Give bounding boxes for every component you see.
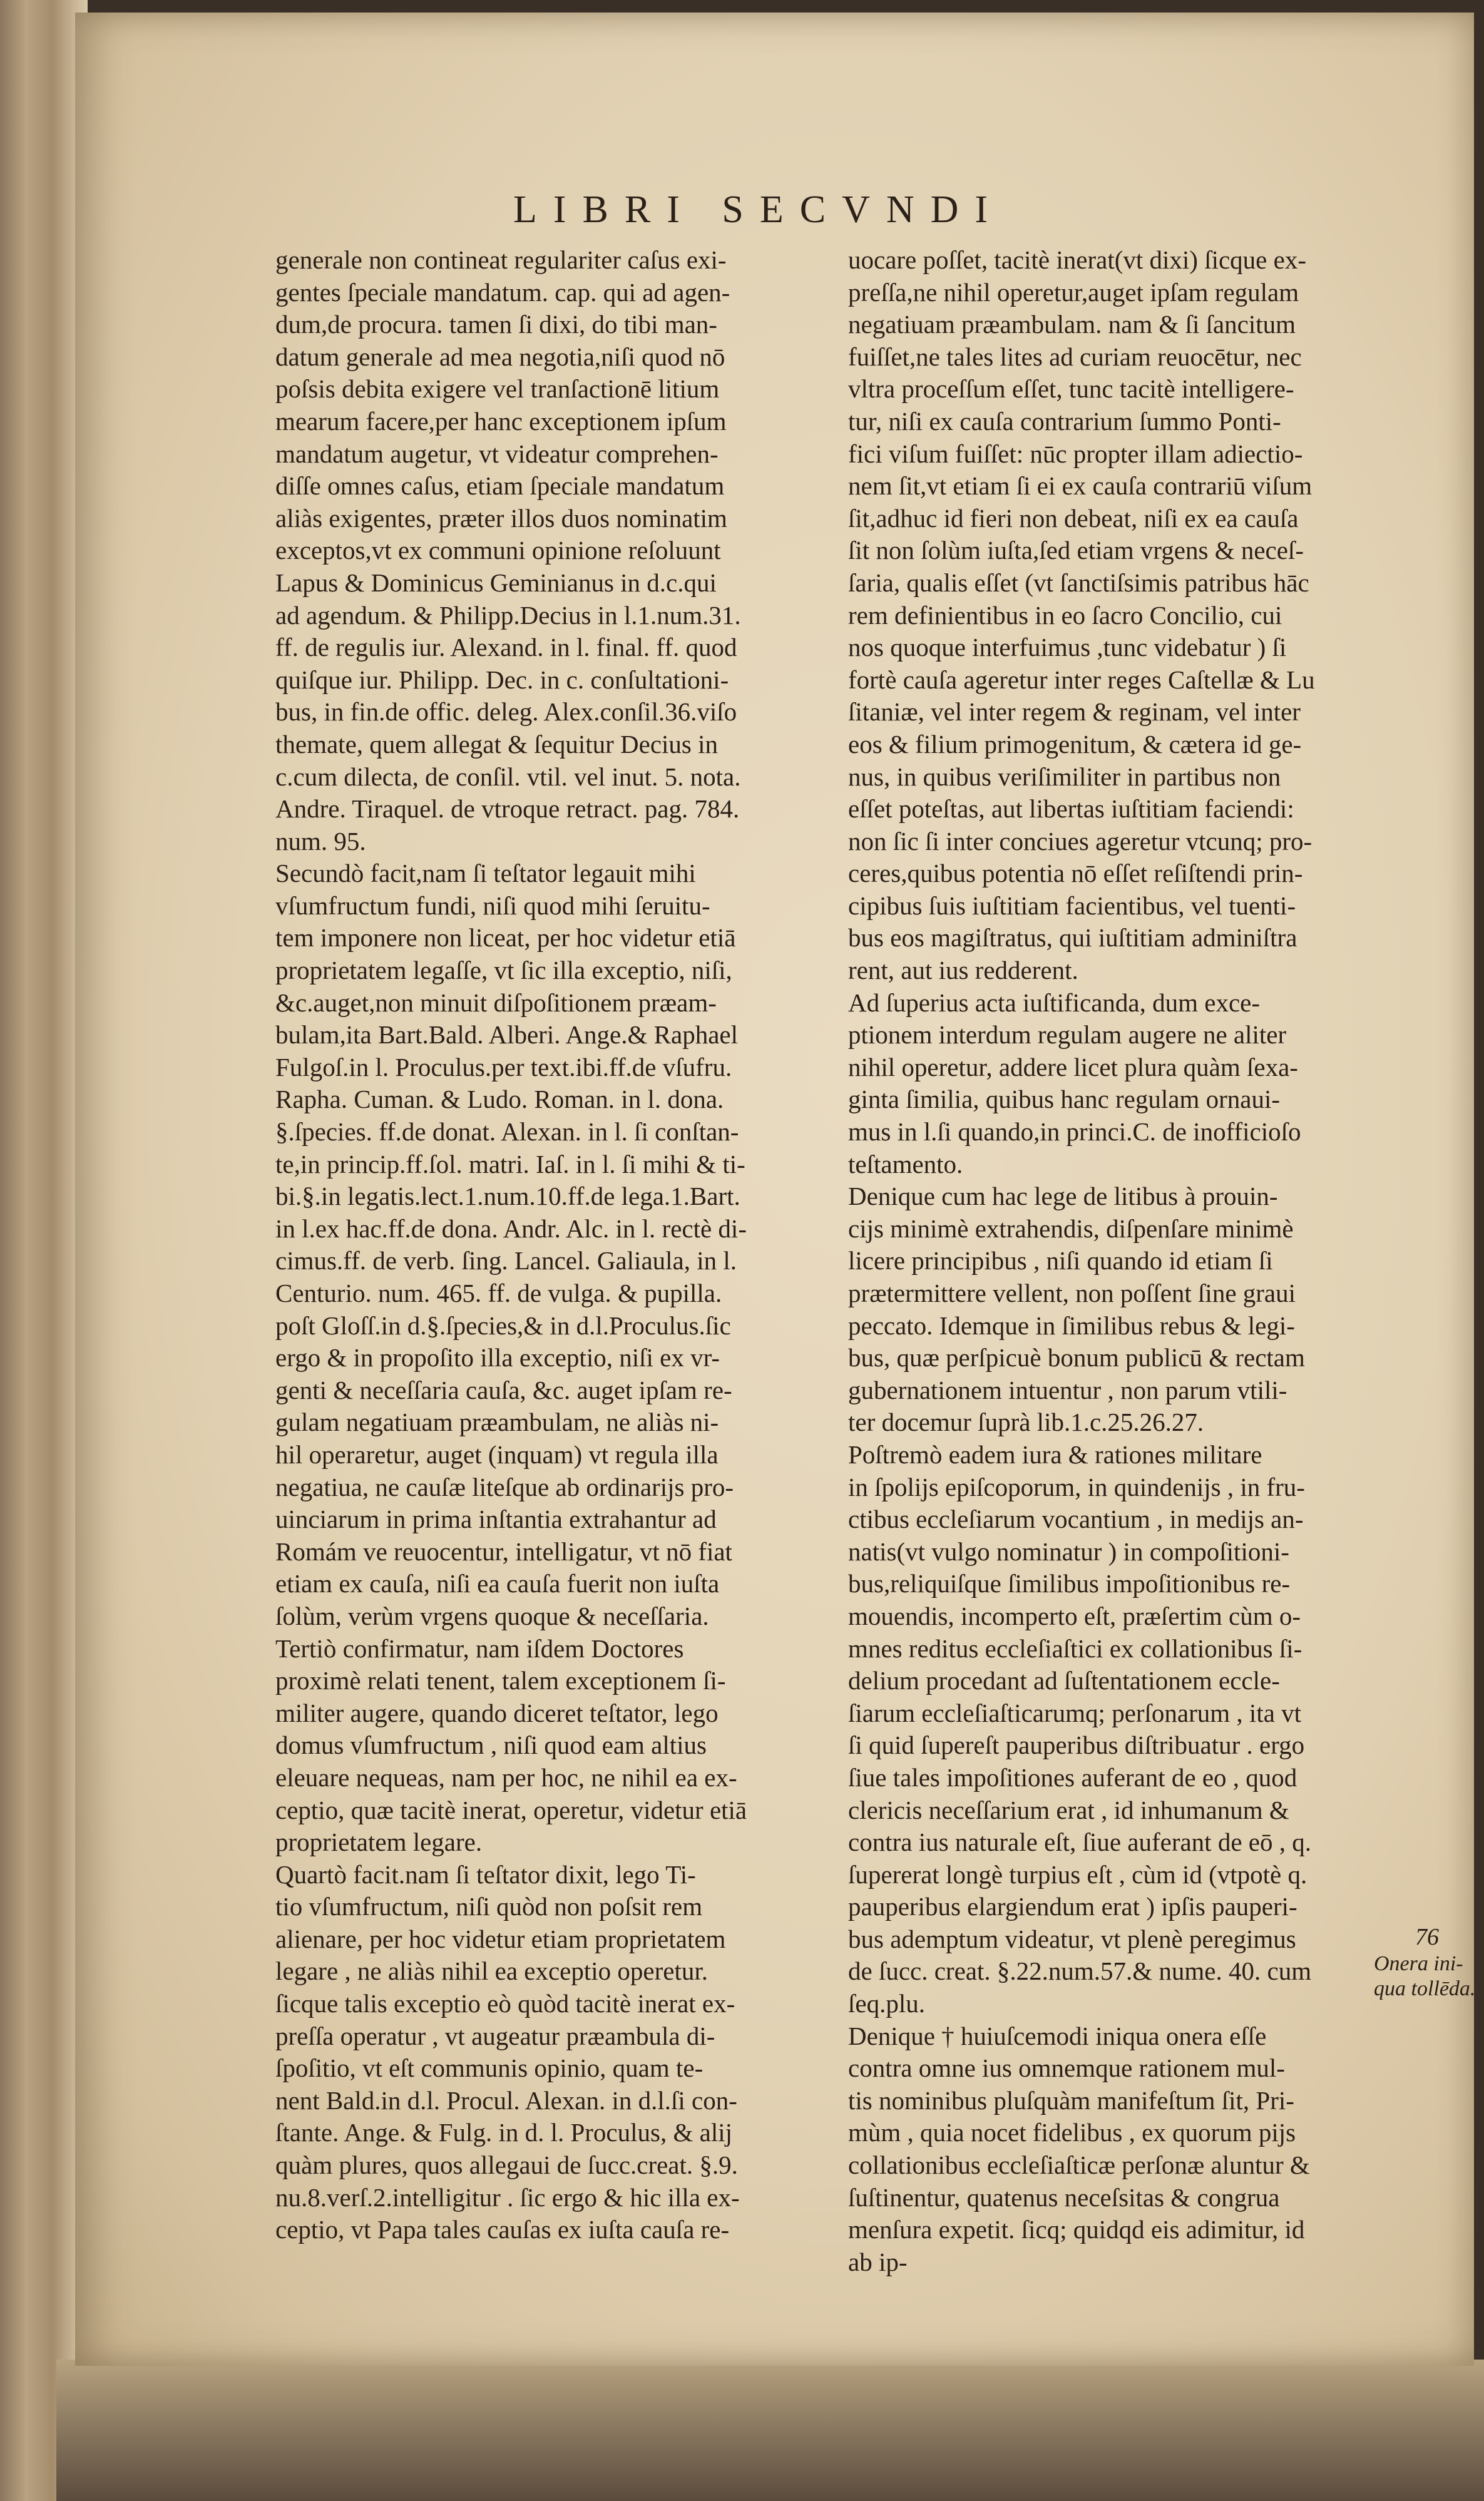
text-line: ſolùm, verùm vrgens quoque & neceſſaria. (275, 1601, 709, 1630)
text-line: mandatum augetur, vt videatur comprehen- (275, 439, 719, 468)
text-line: uocare poſſet, tacitè inerat(vt dixi) ſicque ex- (848, 245, 1306, 274)
text-line: ceres,quibus potentia nō eſſet reſiſtendi prin- (848, 859, 1303, 888)
text-line: &c.auget,non minuit diſpoſitionem præam- (275, 988, 717, 1017)
text-line: preſſa operatur , vt augeatur præambula di- (275, 2021, 715, 2050)
text-line: clericis neceſſarium erat , id inhumanum & (848, 1795, 1289, 1824)
text-line: nihil operetur, addere licet plura quàm ſexa- (848, 1052, 1298, 1082)
text-line: bi.§.in legatis.lect.1.num.10.ff.de lega.1.Bart. (275, 1182, 740, 1211)
text-line: nent Bald.in d.l. Procul. Alexan. in d.l.ſi con- (275, 2085, 737, 2115)
text-line: te,in princip.ff.ſol. matri. Iaſ. in l. ſi mihi & ti- (275, 1149, 745, 1179)
text-line: themate, quem allegat & ſequitur Decius in (275, 729, 719, 759)
text-line: mus in l.ſi quando,in princi.C. de inofficioſo (848, 1117, 1301, 1147)
text-line: Romám ve reuocentur, intelligatur, vt nō fiat (275, 1537, 732, 1566)
text-line: proximè relati tenent, talem exceptionem ſi- (275, 1666, 726, 1695)
text-line: ſupererat longè turpius eſt , cùm id (vtpotè q. (848, 1859, 1307, 1889)
text-line: Denique † huiuſcemodi iniqua onera eſſe (848, 2021, 1267, 2050)
text-line: nos quoque interfuimus ,tunc videbatur ) ſi (848, 633, 1287, 662)
text-line: legare , ne aliàs nihil ea exceptio operetur. (275, 1956, 708, 1986)
text-line: ſiue tales impoſitiones auferant de eo , quod (848, 1762, 1297, 1792)
text-line: ſit,adhuc id fieri non debeat, niſi ex ea cauſa (848, 503, 1299, 533)
text-line: militer augere, quando diceret teſtator, lego (275, 1698, 719, 1727)
text-line: Poſtremò eadem iura & rationes militare (848, 1440, 1262, 1469)
text-line: c.cum dilecta, de conſil. vtil. vel inut. 5. nota. (275, 762, 741, 791)
text-line: fortè cauſa ageretur inter reges Caſtellæ & Lu (848, 665, 1315, 694)
text-line: ergo & in propoſito illa exceptio, niſi ex vr- (275, 1343, 720, 1373)
text-line: ctibus eccleſiarum vocantium , in medijs an- (848, 1505, 1304, 1534)
margin-note-line: qua tollēda. (1374, 1977, 1476, 2000)
book-bottom-edge (56, 2360, 1484, 2501)
text-line: rem definientibus in eo ſacro Concilio, cui (848, 600, 1282, 630)
text-line: contra ius naturale eſt, ſiue auferant de eō , q. (848, 1828, 1311, 1857)
text-line: tem imponere non liceat, per hoc videtur etiā (275, 923, 736, 953)
text-line: mearum facere,per hanc exceptionem ipſum (275, 406, 727, 436)
text-line: ab ip- (848, 2247, 908, 2276)
margin-note-line: Onera ini- (1374, 1952, 1463, 1975)
text-line: domus vſumfructum , niſi quod eam altius (275, 1731, 707, 1760)
text-line: Quartò facit.nam ſi teſtator dixit, lego Ti- (275, 1859, 696, 1889)
text-line: licere principibus , niſi quando id etiam ſi (848, 1246, 1273, 1276)
text-line: ptionem interdum regulam augere ne aliter (848, 1020, 1287, 1050)
text-line: poſt Gloſſ.in d.§.ſpecies,& in d.l.Proculus.ſic (275, 1311, 731, 1340)
text-line: §.ſpecies. ff.de donat. Alexan. in l. ſi conſtan- (275, 1117, 739, 1147)
text-line: ceptio, quæ tacitè inerat, operetur, videtur etiā (275, 1795, 747, 1824)
text-line: teſtamento. (848, 1149, 963, 1179)
text-line: fici viſum fuiſſet: nūc propter illam adiectio- (848, 439, 1303, 468)
text-line: in l.ex hac.ff.de dona. Andr. Alc. in l. rectè di- (275, 1214, 747, 1243)
text-line: peccato. Idemque in ſimilibus rebus & legi- (848, 1311, 1295, 1340)
text-line: ſeq.plu. (848, 1989, 925, 2018)
text-line: ſpoſitio, vt eſt communis opinio, quam te- (275, 2053, 704, 2083)
text-line: num. 95. (275, 826, 366, 856)
text-line: bus ademptum videatur, vt plenè peregimus (848, 1924, 1296, 1953)
text-line: Andre. Tiraquel. de vtroque retract. pag. 784. (275, 794, 740, 824)
text-line: generale non contineat regulariter caſus exi- (275, 245, 727, 274)
text-line: proprietatem legaſſe, vt ſic illa exceptio, niſi, (275, 956, 732, 985)
text-line: nem ſit,vt etiam ſi ei ex cauſa contrariū viſum (848, 471, 1313, 501)
text-line: ſuſtinentur, quatenus neceſsitas & congrua (848, 2182, 1280, 2212)
text-line: bus eos magiſtratus, qui iuſtitiam adminiſtra (848, 923, 1297, 953)
text-line: quàm plures, quos allegaui de ſucc.creat. §.9. (275, 2151, 738, 2180)
text-line: diſſe omnes caſus, etiam ſpeciale mandatum (275, 471, 725, 501)
text-line: tio vſumfructum, niſi quòd non poſsit rem (275, 1892, 703, 1921)
text-line: ceptio, vt Papa tales cauſas ex iuſta cauſa re- (275, 2215, 730, 2244)
text-line: ſicque talis exceptio eò quòd tacitè inerat ex- (275, 1989, 735, 2018)
text-line: ad agendum. & Philipp.Decius in l.1.num.31. (275, 600, 741, 630)
text-line: non ſic ſi inter conciues ageretur vtcunq; pro- (848, 826, 1313, 856)
text-line: alienare, per hoc videtur etiam proprietatem (275, 1924, 726, 1953)
text-line: ſtante. Ange. & Fulg. in d. l. Proculus, & alij (275, 2118, 732, 2147)
text-line: eos & filium primogenitum, & cætera id ge- (848, 729, 1302, 759)
text-line: datum generale ad mea negotia,niſi quod nō (275, 342, 725, 371)
text-line: bus,reliquiſque ſimilibus impoſitionibus re- (848, 1569, 1291, 1598)
text-line: gentes ſpeciale mandatum. cap. qui ad agen- (275, 277, 730, 307)
margin-note-number: 76 (1415, 1924, 1439, 1950)
text-line: ſi quid ſupereſt pauperibus diſtribuatur . ergo (848, 1731, 1305, 1760)
right-text-column (848, 244, 1402, 2278)
text-line: ff. de regulis iur. Alexand. in l. final. ff. quod (275, 633, 737, 662)
text-line: de ſucc. creat. §.22.num.57.& nume. 40. cum (848, 1956, 1312, 1986)
left-text-column (275, 244, 829, 2246)
text-line: etiam ex cauſa, niſi ea cauſa fuerit non iuſta (275, 1569, 720, 1598)
text-line: cimus.ff. de verb. ſing. Lancel. Galiaula, in l. (275, 1246, 737, 1276)
text-line: negatiua, ne cauſæ liteſque ab ordinarijs pro- (275, 1472, 734, 1501)
text-line: bulam,ita Bart.Bald. Alberi. Ange.& Raphael (275, 1020, 738, 1050)
text-line: rent, aut ius redderent. (848, 956, 1078, 985)
text-line: bus, quæ perſpicuè bonum publicū & rectam (848, 1343, 1305, 1373)
book-fore-edge (0, 0, 88, 2501)
text-line: tis nominibus pluſquàm manifeſtum ſit, Pri- (848, 2085, 1294, 2115)
text-line: vltra proceſſum eſſet, tunc tacitè intelligere- (848, 374, 1294, 404)
text-line: poſsis debita exigere vel tranſactionē litium (275, 374, 720, 404)
text-line: Lapus & Dominicus Geminianus in d.c.qui (275, 568, 717, 597)
text-line: Secundò facit,nam ſi teſtator legauit mihi (275, 859, 696, 888)
text-line: nu.8.verſ.2.intelligitur . ſic ergo & hic illa ex- (275, 2182, 740, 2212)
text-line: bus, in fin.de offic. deleg. Alex.conſil.36.viſo (275, 697, 737, 727)
text-line: ter docemur ſuprà lib.1.c.25.26.27. (848, 1408, 1204, 1437)
text-line: delium procedant ad ſuſtentationem eccle- (848, 1666, 1280, 1695)
text-line: hil operaretur, auget (inquam) vt regula illa (275, 1440, 719, 1469)
text-line: natis(vt vulgo nominatur ) in compoſitioni- (848, 1537, 1289, 1566)
text-line: ſit non ſolùm iuſta,ſed etiam vrgens & neceſ- (848, 536, 1304, 565)
text-line: fuiſſet,ne tales lites ad curiam reuocētur, nec (848, 342, 1302, 371)
text-line: genti & neceſſaria cauſa, &c. auget ipſam re- (275, 1375, 732, 1404)
text-line: exceptos,vt ex communi opinione reſoluunt (275, 536, 721, 565)
text-line: vſumfructum fundi, niſi quod mihi ſeruitu- (275, 891, 710, 920)
text-line: eſſet poteſtas, aut libertas iuſtitiam faciendi: (848, 794, 1294, 824)
text-line: gubernationem intuentur , non parum vtili- (848, 1375, 1287, 1404)
text-line: menſura expetit. ſicq; quidqd eis adimitur, id (848, 2215, 1305, 2244)
text-line: mouendis, incomperto eſt, præſertim cùm o- (848, 1601, 1301, 1630)
text-line: eleuare nequeas, nam per hoc, ne nihil ea ex- (275, 1762, 737, 1792)
text-line: Rapha. Cuman. & Ludo. Roman. in l. dona. (275, 1085, 724, 1114)
text-line: tur, niſi ex cauſa contrarium ſummo Ponti- (848, 406, 1281, 436)
running-head: LIBRI SECVNDI (513, 188, 1005, 231)
text-line: gulam negatiuam præambulam, ne aliàs ni- (275, 1408, 719, 1437)
text-line: mnes reditus eccleſiaſtici ex collationibus ſi- (848, 1634, 1302, 1663)
text-line: ſaria, qualis eſſet (vt ſanctiſsimis patribus hāc (848, 568, 1309, 597)
text-line: preſſa,ne nihil operetur,auget ipſam regulam (848, 277, 1299, 307)
text-line: quiſque iur. Philipp. Dec. in c. conſultationi- (275, 665, 729, 694)
text-line: uinciarum in prima inſtantia extrahantur ad (275, 1505, 717, 1534)
text-line: proprietatem legare. (275, 1828, 483, 1857)
text-line: in ſpolijs epiſcoporum, in quindenijs , in fru- (848, 1472, 1305, 1501)
text-line: dum,de procura. tamen ſi dixi, do tibi man- (275, 310, 717, 339)
text-line: Fulgoſ.in l. Proculus.per text.ibi.ff.de vſufru. (275, 1052, 732, 1082)
text-line: cijs minimè extrahendis, diſpenſare minimè (848, 1214, 1294, 1243)
text-line: aliàs exigentes, præter illos duos nominatim (275, 503, 727, 533)
text-line: Denique cum hac lege de litibus à prouin- (848, 1182, 1278, 1211)
text-line: nus, in quibus veriſimiliter in partibus non (848, 762, 1281, 791)
text-line: ſiarum eccleſiaſticarumq; perſonarum , ita vt (848, 1698, 1302, 1727)
margin-note-text (1374, 1951, 1480, 2002)
text-line: pauperibus elargiendum erat ) ipſis pauperi- (848, 1892, 1297, 1921)
text-line: ginta ſimilia, quibus hanc regulam ornaui- (848, 1085, 1280, 1114)
text-line: collationibus eccleſiaſticæ perſonæ aluntur & (848, 2151, 1310, 2180)
text-line: mùm , quia nocet fidelibus , ex quorum pijs (848, 2118, 1296, 2147)
text-line: prætermittere vellent, non poſſent ſine graui (848, 1279, 1296, 1307)
text-line: ſitaniæ, vel inter regem & reginam, vel inter (848, 697, 1301, 727)
text-line: contra omne ius omnemque rationem mul- (848, 2053, 1285, 2083)
text-line: cipibus ſuis iuſtitiam facientibus, vel tuenti- (848, 891, 1296, 920)
text-line: Tertiò confirmatur, nam iſdem Doctores (275, 1634, 684, 1663)
text-line: negatiuam præambulam. nam & ſi ſancitum (848, 310, 1296, 339)
text-line: Centurio. num. 465. ff. de vulga. & pupilla. (275, 1279, 722, 1307)
text-line: Ad ſuperius acta iuſtificanda, dum exce- (848, 988, 1261, 1017)
